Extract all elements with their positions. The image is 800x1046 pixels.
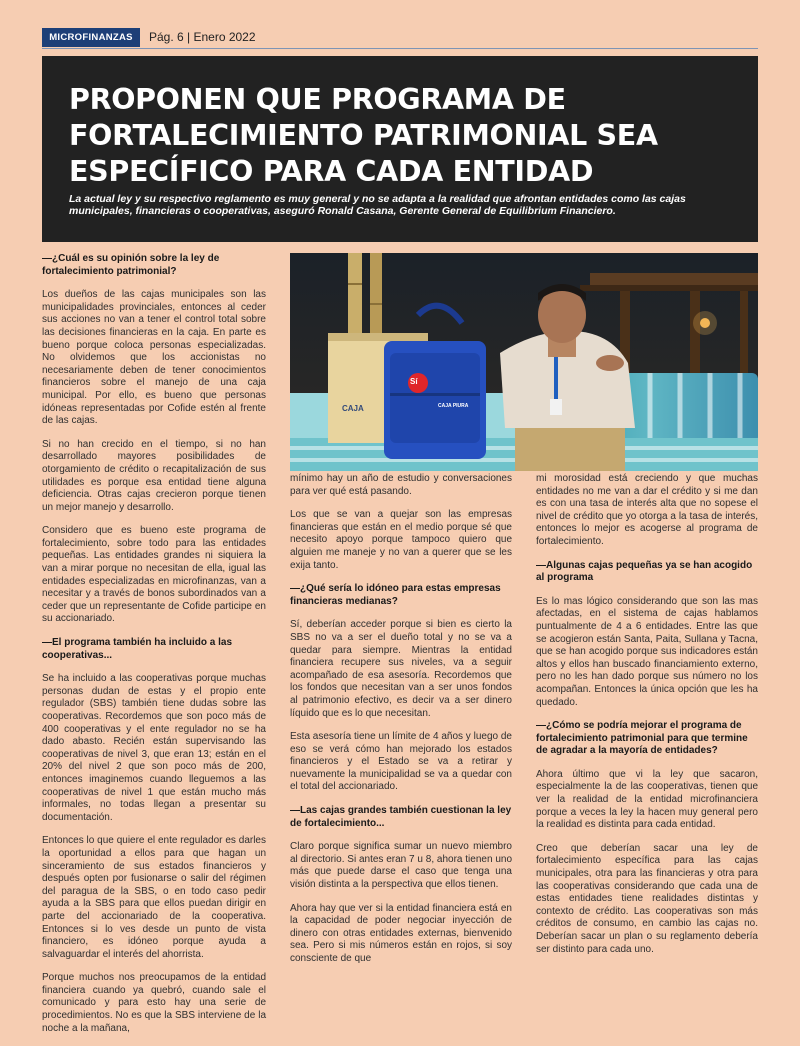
paragraph: Los que se van a quejar son las empresas financieras que están en el medio porque sé que necesito apoyo porque tampoco quiero que alguien me maneje y no van a querer que se les exija tanto. xyxy=(290,509,512,571)
bag-label: CAJA PIURA xyxy=(438,403,469,409)
text-column-3 xyxy=(536,473,758,967)
interview-question: —Algunas cajas pequeñas ya se han acogido al programa xyxy=(536,559,753,584)
text-column-1 xyxy=(42,253,266,1046)
paragraph: Porque muchos nos preocupamos de la entidad financiera cuando ya quebró, cuando sale el comunicado y para esto hay una serie de procedimientos. No es que la SBS interviene de la noche a la mañana, xyxy=(42,972,266,1034)
paragraph: Sí, deberían acceder porque si bien es cierto la SBS no va a ser el dueño total y no se va a quedar para siempre. Mientras la entidad financiera recupere sus niveles, va a seguir acompañado de esa asesoría. Recordemos que los fondos que necesitan van a ser unos fondos al patrimonio efectivo, es decir va a ser dinero líquido que es lo que necesitan. xyxy=(290,619,512,719)
box-label: CAJA xyxy=(342,404,364,413)
bag-badge: Sí xyxy=(410,377,418,386)
interview-question: —El programa también ha incluido a las cooperativas... xyxy=(42,637,233,661)
page-header xyxy=(42,28,758,49)
paragraph: Es lo mas lógico considerando que son las mas afectadas, en el sistema de cajas hablamos puntualmente de 4 a 6 entidades. Entre las que se acogieron están Santa, Paita, Sullana y Tacna, que se han acogido porque sus indicadores están altos y ellos han buscado financiamiento externo, pero no les han dado porque sus número no los acompañan. Entonces la única opción que les ha quedado. xyxy=(536,595,758,708)
paragraph: Claro porque significa sumar un nuevo miembro al directorio. Si antes eran 7 u 8, ahora tienen uno más que puede darse el caso que tenga una visión distinta a la perspectiva que ellos tienen. xyxy=(290,841,512,891)
photo-illustration xyxy=(290,253,758,471)
interview-question: —¿Cómo se podría mejorar el programa de fortalecimiento patrimonial para que termine de agradar a la mayoría de entidades? xyxy=(536,720,748,757)
paragraph: Si no han crecido en el tiempo, si no han desarrollado mayores posibilidades de otorgamiento de crédito o recapitalización de sus utilidades es porque esa entidad tiene alguna deficiencia. Otras cajas crecieron porque tienen un mejor manejo y desarrollo. xyxy=(42,438,266,513)
text-column-2 xyxy=(290,473,512,977)
publication-logo: MICROFINANZAS xyxy=(42,28,140,47)
paragraph: Ahora hay que ver si la entidad financiera está en la capacidad de poder negociar inyección de dinero con otras entidades externas, bienvenido sea. Pero si mis números están en rojos, si soy consciente de que xyxy=(290,902,512,964)
interview-question: —¿Qué sería lo idóneo para estas empresas financieras medianas? xyxy=(290,583,501,607)
page-info: Pág. 6 | Enero 2022 xyxy=(149,30,256,44)
paragraph: mínimo hay un año de estudio y conversaciones para ver qué está pasando. xyxy=(290,473,512,497)
paragraph: mi morosidad está creciendo y que muchas entidades no me van a dar el crédito y si me dan es con una tasa de interés alta que no sopese el nivel de crédito que yo otorga a la tasa de interés, entonces lo mejor es acogerse al programa de fortalecimiento. xyxy=(536,473,758,547)
interview-question: —¿Cuál es su opinión sobre la ley de fortalecimiento patrimonial? xyxy=(42,253,220,277)
article-subtitle: La actual ley y su respectivo reglamento es muy general y no se adapta a la realidad que afrontan entidades como las cajas municipales, financieras o cooperativas, aseguró Ronald Casana, Gerente General de Equilibrium Financiero. xyxy=(69,193,686,217)
article-title: PROPONEN QUE PROGRAMA DE FORTALECIMIENTO PATRIMONIAL SEA ESPECÍFICO PARA CADA ENTIDAD xyxy=(69,83,658,188)
paragraph: Esta asesoría tiene un límite de 4 años y luego de eso se verá cómo han mejorado los estados financieros y el Estado se va a retirar y nuevamente la municipalidad se va a quedar con el total del accionariado. xyxy=(290,731,512,793)
paragraph: Se ha incluido a las cooperativas porque muchas personas dudan de estas y el propio ente regulador (SBS) también tiene dudas sobre las cooperativas. Recordemos que son poco más de 400 cooperativas y el ente regulador no se ha dado abasto. Recién están supervisando las cooperativas de nivel 3, que eran 13; están en el 20% del nivel 2 que son poco más de 200, entonces imaginemos cuando lleguemos a las cooperativas de nivel 1 que están mucho más informales, no todas llegan a presentar su documentación. xyxy=(42,673,266,823)
interview-photo xyxy=(290,253,758,471)
headline-banner xyxy=(42,56,758,242)
interview-question: —Las cajas grandes también cuestionan la ley de fortalecimiento... xyxy=(290,805,512,829)
paragraph: Los dueños de las cajas municipales son las municipalidades provinciales, entonces al ceder sus acciones no van a tener el control total sobre las decisiones financieras en la caja. En parte es bueno porque coloca personas especializadas. No olvidemos que los accionistas no necesariamente deben de tener conocimientos financieros sobre el manejo de una caja municipal. Por ello, es bueno que personas idóneas representadas por Cofide estén al frente de las cajas. xyxy=(42,289,266,427)
paragraph: Considero que es bueno este programa de fortalecimiento, sobre todo para las entidades pequeñas. Las entidades grandes ni siquiera la van a mirar porque no necesitan de ella, igual las entidades especializadas en microfinanzas, van a necesitar y a través de bonos subordinados van a ceder que un representante de Cofide participe en su accionariado. xyxy=(42,525,266,625)
paragraph: Entonces lo que quiere el ente regulador es darles la oportunidad a ellos para que hagan un sinceramiento de sus estados financieros y después opten por fusionarse o salir del régimen del paragua de la SBS, o en todo caso pedir ayuda a la SBS para que ellos puedan dirigir en parte del accionariado de la cooperativa. Entonces si lo ves desde un punto de vista financiero, es idóneo porque ayuda a salvaguardar el interés del ahorrista. xyxy=(42,835,266,960)
paragraph: Creo que deberían sacar una ley de fortalecimiento específica para las cajas municipales, otra para las financieras y otra para las cooperativas considerando que cada una de estas entidades tiene realidades distintas y contexto de crédito. Las cooperativas son más créditos de consumo, en cambio las cajas no. Deberían sacar un plan o su reglamento debería ser distinto para cada uno. xyxy=(536,842,758,955)
paragraph: Ahora último que vi la ley que sacaron, especialmente la de las cooperativas, tienen que ver la realidad de la entidad microfinanciera porque a veces la ley la hacen muy general pero la realidad es distinta para cada entidad. xyxy=(536,768,758,831)
